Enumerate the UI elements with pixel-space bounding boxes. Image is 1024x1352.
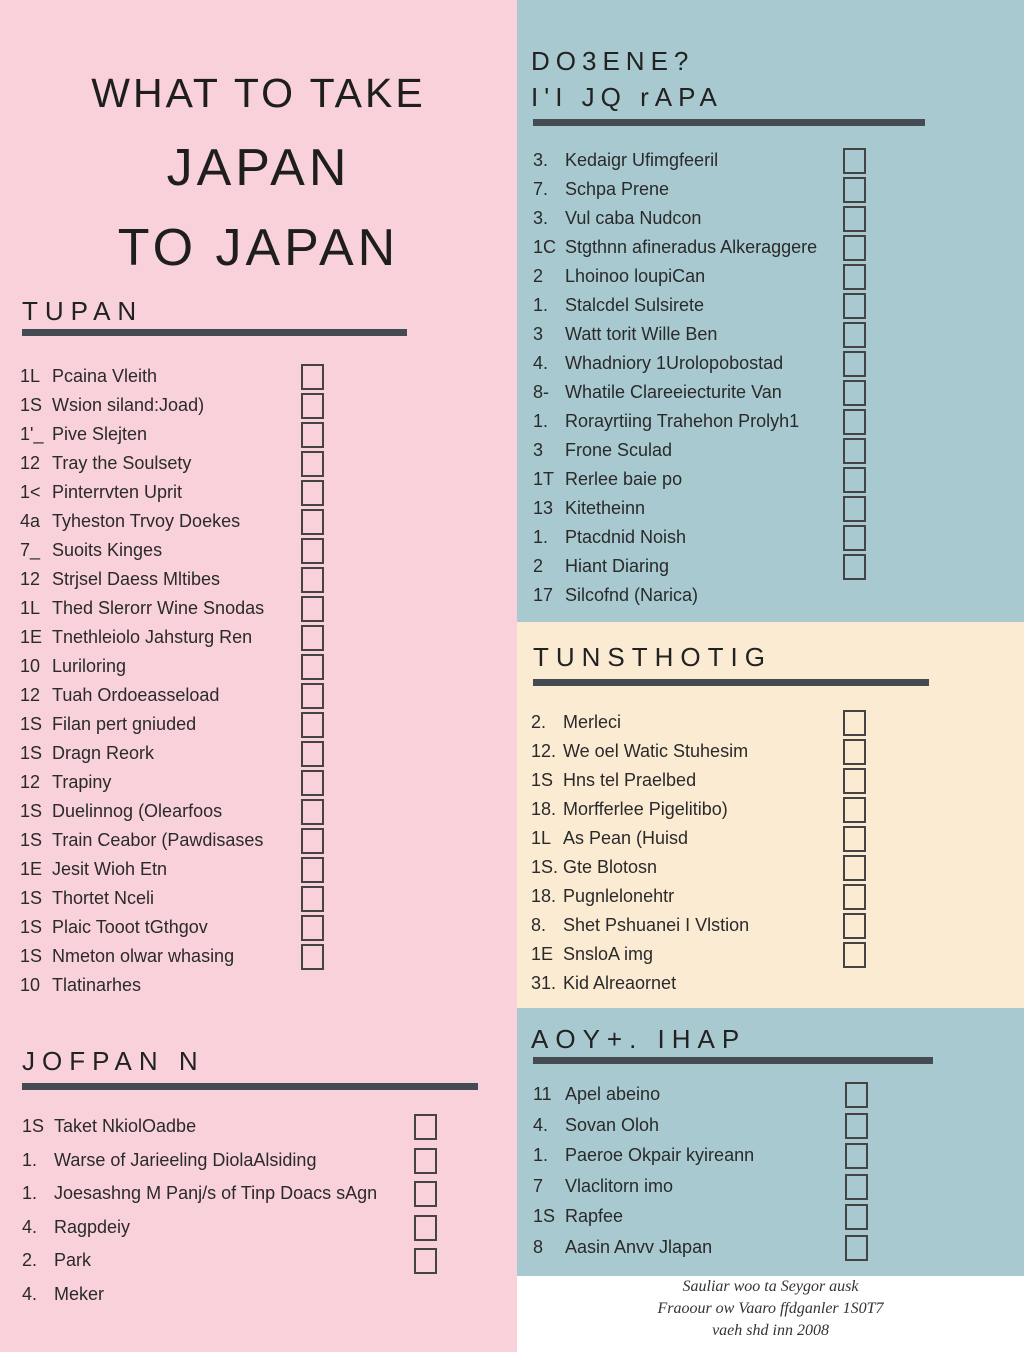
checkbox[interactable] (301, 712, 324, 738)
item-label: Rorayrtiing Trahehon Prolyh1 (565, 411, 800, 431)
item-number: 1S (20, 917, 43, 937)
item-label: Watt torit Wille Ben (565, 324, 718, 344)
item-label: Duelinnog (Olearfoos (52, 801, 223, 821)
checkbox[interactable] (845, 1113, 868, 1139)
item-number: 1L (20, 598, 41, 618)
item-number: 1L (531, 828, 552, 848)
checklist-item (533, 208, 701, 229)
checkbox[interactable] (845, 1235, 868, 1261)
checklist-item (531, 799, 728, 820)
checklist-item (533, 353, 783, 374)
checkbox[interactable] (414, 1181, 437, 1207)
item-number: 7 (533, 1175, 544, 1196)
checkbox[interactable] (843, 148, 866, 174)
item-label: Frone Sculad (565, 440, 673, 460)
item-label: Joesashng M Panj/s of Tinp Doacs sAgn (54, 1183, 378, 1204)
item-label: Stgthnn afineradus Alkeraggere (565, 237, 818, 257)
item-label: Tray the Soulsety (52, 453, 192, 473)
item-label: Thortet Nceli (52, 888, 155, 908)
right-panel-bottom (517, 1008, 1024, 1276)
checkbox[interactable] (843, 177, 866, 203)
checklist-item (20, 801, 222, 822)
item-number: 12. (531, 741, 557, 761)
item-number: 3. (533, 150, 549, 170)
item-number: 1'_ (20, 424, 44, 444)
checklist-item (22, 1116, 196, 1137)
checkbox[interactable] (843, 855, 866, 881)
item-number: 1. (533, 411, 549, 431)
checkbox[interactable] (843, 942, 866, 968)
checklist-item (20, 714, 196, 735)
item-number: 1S (20, 743, 43, 763)
item-number: 2. (531, 712, 547, 732)
item-number: 1S (531, 770, 554, 790)
item-label: Apel abeino (565, 1084, 661, 1104)
item-label: Hns tel Praelbed (563, 770, 697, 790)
item-number: 2. (22, 1250, 38, 1271)
item-number: 2 (533, 266, 544, 286)
section-heading-aoy-ihap: AOY+. IHAP (531, 1024, 747, 1054)
item-label: Nmeton olwar whasing (52, 946, 235, 966)
item-label: Vlaclitorn imo (565, 1175, 674, 1196)
checklist-item (22, 1217, 130, 1238)
item-label: Hiant Diaring (565, 556, 670, 576)
item-label: Suoits Kinges (52, 540, 163, 560)
checklist-item (20, 482, 182, 503)
item-label: Warse of Jarieeling DiolaAlsiding (54, 1149, 317, 1170)
item-number: 1C (533, 237, 557, 257)
item-label: Trapiny (52, 772, 112, 792)
checklist-item (533, 585, 698, 606)
checklist-item (531, 944, 653, 965)
item-number: 8 (533, 1236, 544, 1257)
checkbox[interactable] (845, 1143, 868, 1169)
item-label: Kedaigr Ufimgfeeril (565, 150, 719, 170)
item-label: Shet Pshuanei I Vlstion (563, 915, 750, 935)
item-number: 18. (531, 799, 557, 819)
item-number: 1E (20, 627, 43, 647)
item-number: 1S (20, 888, 43, 908)
checklist-item (22, 1150, 316, 1171)
item-label: Kitetheinn (565, 498, 646, 518)
item-number: 4. (533, 1114, 549, 1135)
item-number: 4. (22, 1284, 38, 1304)
checkbox[interactable] (843, 797, 866, 823)
item-label: Wsion siland:Joad) (52, 395, 205, 415)
item-number: 1T (533, 469, 555, 489)
right-panel-top (517, 0, 1024, 622)
checkbox[interactable] (414, 1148, 437, 1174)
item-label: Ptacdnid Noish (565, 527, 687, 547)
checklist-item (533, 440, 672, 461)
item-label: Luriloring (52, 656, 127, 676)
item-number: 1. (22, 1149, 38, 1170)
checklist-item (20, 917, 208, 938)
item-number: 7_ (20, 540, 41, 560)
page-title-line-3: TO JAPAN (117, 219, 400, 277)
checkbox[interactable] (843, 884, 866, 910)
checklist-item (533, 382, 782, 403)
item-number: 3 (533, 324, 544, 344)
checkbox[interactable] (301, 857, 324, 883)
item-number: 1. (533, 295, 549, 315)
checkbox[interactable] (301, 538, 324, 564)
checklist-item (20, 366, 157, 387)
checkbox[interactable] (843, 409, 866, 435)
item-label: Pinterrvten Uprit (52, 482, 183, 502)
item-label: Schpa Prene (565, 179, 670, 199)
checklist-item (533, 1115, 659, 1136)
item-number: 1S (20, 801, 43, 821)
item-number: 1S. (531, 857, 559, 877)
item-number: 8- (533, 382, 550, 402)
item-label: Aasin Anvv Jlapan (565, 1236, 713, 1257)
checklist-item (531, 915, 749, 936)
item-number: 1S (20, 395, 43, 415)
checklist-item (20, 946, 234, 967)
section-divider (533, 119, 925, 126)
checkbox[interactable] (843, 768, 866, 794)
checklist-item (533, 411, 799, 432)
checkbox[interactable] (301, 915, 324, 941)
item-label: Rapfee (565, 1206, 624, 1226)
checkbox[interactable] (843, 293, 866, 319)
checklist-item (20, 656, 126, 677)
item-number: 18. (531, 886, 557, 906)
checkbox[interactable] (843, 264, 866, 290)
item-number: 3 (533, 440, 544, 460)
checklist-item (531, 741, 748, 762)
item-number: 1. (533, 1145, 549, 1165)
item-label: Lhoinoo loupiCan (565, 266, 706, 286)
checklist-item (22, 1284, 104, 1305)
item-label: Kid Alreaornet (563, 973, 677, 993)
checkbox[interactable] (301, 828, 324, 854)
checkbox[interactable] (301, 364, 324, 390)
checkbox[interactable] (843, 826, 866, 852)
section-divider (533, 1057, 933, 1064)
item-label: Pcaina Vleith (52, 366, 158, 386)
checklist-item (533, 179, 669, 200)
checkbox[interactable] (843, 739, 866, 765)
section-divider (22, 329, 407, 336)
item-label: Sovan Oloh (565, 1114, 660, 1135)
checkbox[interactable] (843, 206, 866, 232)
item-number: 1. (533, 527, 549, 547)
checklist-item (20, 395, 204, 416)
checklist-item (20, 888, 154, 909)
checkbox[interactable] (301, 509, 324, 535)
item-number: 7. (533, 179, 549, 199)
checkbox[interactable] (301, 393, 324, 419)
item-number: 1S (20, 714, 43, 734)
item-number: 1S (20, 830, 43, 850)
item-number: 1L (20, 366, 41, 386)
checkbox[interactable] (301, 799, 324, 825)
checkbox[interactable] (843, 496, 866, 522)
item-number: 11 (533, 1084, 552, 1104)
checklist-item (20, 627, 252, 648)
checkbox[interactable] (843, 710, 866, 736)
checkbox[interactable] (845, 1174, 868, 1200)
checklist-item (533, 469, 682, 490)
item-number: 12 (20, 685, 41, 705)
item-number: 2 (533, 556, 544, 576)
item-label: Tuah Ordoeasseload (52, 685, 220, 705)
item-label: Meker (54, 1284, 105, 1304)
checklist-item (533, 1084, 660, 1105)
checklist-item (20, 685, 219, 706)
checklist-item (533, 498, 645, 519)
checkbox[interactable] (843, 554, 866, 580)
item-label: Pive Slejten (52, 424, 148, 444)
section-heading-line-1: DO3ENE? (531, 46, 695, 76)
checkbox[interactable] (843, 322, 866, 348)
checklist-item (533, 556, 669, 577)
item-label: Merleci (563, 712, 622, 732)
footer-line-1: Sauliar woo ta Seygor ausk (682, 1278, 859, 1295)
checklist-item (533, 1176, 673, 1197)
item-label: As Pean (Huisd (563, 828, 689, 848)
checkbox[interactable] (301, 625, 324, 651)
item-label: Tlatinarhes (52, 975, 142, 995)
item-label: Filan pert gniuded (52, 714, 197, 734)
checklist-item (533, 527, 686, 548)
checkbox[interactable] (301, 683, 324, 709)
checklist-item (20, 975, 141, 996)
item-label: Taket NkiolOadbe (54, 1116, 197, 1136)
item-label: Paeroe Okpair kyireann (565, 1145, 755, 1165)
checkbox[interactable] (301, 654, 324, 680)
checklist-item (20, 743, 154, 764)
item-number: 1E (20, 859, 43, 879)
item-label: We oel Watic Stuhesim (563, 741, 749, 761)
checkbox[interactable] (301, 741, 324, 767)
item-label: Rerlee baie po (565, 469, 683, 489)
checklist-item (531, 857, 657, 878)
checkbox[interactable] (414, 1114, 437, 1140)
checkbox[interactable] (843, 467, 866, 493)
item-number: 4a (20, 511, 41, 531)
item-number: 10 (20, 975, 41, 995)
section-heading-tupan: TUPAN (22, 296, 144, 326)
item-label: Dragn Reork (52, 743, 155, 763)
item-label: Pugnlelonehtr (563, 886, 675, 906)
item-number: 17 (533, 585, 554, 605)
checklist-item (533, 324, 717, 345)
item-number: 1E (531, 944, 554, 964)
checkbox[interactable] (301, 480, 324, 506)
item-label: Plaic Tooot tGthgov (52, 917, 208, 937)
checkbox[interactable] (301, 422, 324, 448)
section-heading-tunsthotig: TUNSTHOTIG (533, 642, 772, 672)
checklist-item (533, 266, 705, 287)
checkbox[interactable] (845, 1204, 868, 1230)
section-divider (22, 1083, 478, 1090)
checkbox[interactable] (301, 770, 324, 796)
item-label: Stalcdel Sulsirete (565, 295, 705, 315)
checklist-item (20, 511, 240, 532)
checklist-item (20, 830, 263, 851)
checklist-item (533, 1206, 623, 1227)
checklist-item (531, 712, 621, 733)
checkbox[interactable] (843, 380, 866, 406)
right-panel-middle (517, 622, 1024, 1008)
item-number: 13 (533, 498, 554, 518)
item-label: Whatile Clareeiecturite Van (565, 382, 782, 402)
item-label: Tnethleiolo Jahsturg Ren (52, 627, 253, 647)
item-number: 31. (531, 973, 557, 993)
item-label: Ragpdeiy (54, 1216, 131, 1237)
checkbox[interactable] (414, 1248, 437, 1274)
checklist-item (22, 1250, 91, 1271)
checkbox[interactable] (843, 351, 866, 377)
checklist-item (531, 770, 696, 791)
item-label: Park (54, 1250, 92, 1271)
checklist-item (20, 772, 111, 793)
item-number: 4. (533, 353, 549, 373)
checkbox[interactable] (843, 525, 866, 551)
item-label: Silcofnd (Narica) (565, 585, 699, 605)
checkbox[interactable] (843, 438, 866, 464)
item-number: 1S (533, 1206, 556, 1226)
checkbox[interactable] (414, 1215, 437, 1241)
footer-line-3: vaeh shd inn 2008 (712, 1322, 829, 1339)
page-title-line-1: WHAT TO TAKE (91, 70, 426, 116)
item-number: 12 (20, 569, 41, 589)
item-number: 1S (22, 1116, 45, 1136)
item-label: Strjsel Daess Mltibes (52, 569, 221, 589)
item-label: SnsloA img (563, 944, 654, 964)
footer-area (517, 1276, 1024, 1352)
checkbox[interactable] (301, 567, 324, 593)
checkbox[interactable] (301, 944, 324, 970)
checklist-item (20, 424, 147, 445)
checklist-item (531, 973, 676, 994)
checklist-item (22, 1183, 377, 1204)
checkbox[interactable] (301, 596, 324, 622)
checklist-item (533, 1237, 712, 1258)
item-label: Thed Slerorr Wine Snodas (52, 598, 265, 618)
item-number: 12 (20, 453, 41, 473)
item-number: 1S (20, 946, 43, 966)
checklist-item (20, 598, 264, 619)
item-number: 4. (22, 1216, 38, 1237)
checklist-item (533, 150, 718, 171)
item-label: Jesit Wioh Etn (52, 859, 168, 879)
checkbox[interactable] (843, 913, 866, 939)
checklist-item (531, 886, 674, 907)
item-number: 10 (20, 656, 41, 676)
checkbox[interactable] (845, 1082, 868, 1108)
item-label: Train Ceabor (Pawdisases (52, 830, 264, 850)
checklist-item (533, 295, 704, 316)
checkbox[interactable] (843, 235, 866, 261)
item-label: Vul caba Nudcon (565, 208, 702, 228)
item-number: 12 (20, 772, 41, 792)
page-title-line-2: JAPAN (166, 139, 351, 197)
section-divider (533, 679, 929, 686)
checklist-item (533, 1145, 754, 1166)
item-label: Morfferlee Pigelitibo) (563, 799, 728, 819)
section-heading-line-2: I'I JQ rAPA (531, 82, 723, 112)
checklist-item (20, 859, 167, 880)
checklist-item (533, 237, 817, 258)
checkbox[interactable] (301, 886, 324, 912)
item-number: 3. (533, 208, 549, 228)
item-label: Tyheston Trvoy Doekes (52, 511, 241, 531)
item-number: 1. (22, 1183, 38, 1204)
item-number: 1< (20, 482, 41, 502)
item-number: 8. (531, 915, 547, 935)
footer-line-2: Fraoour ow Vaaro ffdganler 1S0T7 (657, 1300, 884, 1317)
checklist-item (531, 828, 688, 849)
checklist-item (20, 569, 220, 590)
section-heading-jofpan: JOFPAN N (22, 1046, 205, 1076)
checkbox[interactable] (301, 451, 324, 477)
checklist-item (20, 453, 191, 474)
checklist-item (20, 540, 162, 561)
item-label: Gte Blotosn (563, 857, 658, 877)
item-label: Whadniory 1Urolopobostad (565, 353, 784, 373)
